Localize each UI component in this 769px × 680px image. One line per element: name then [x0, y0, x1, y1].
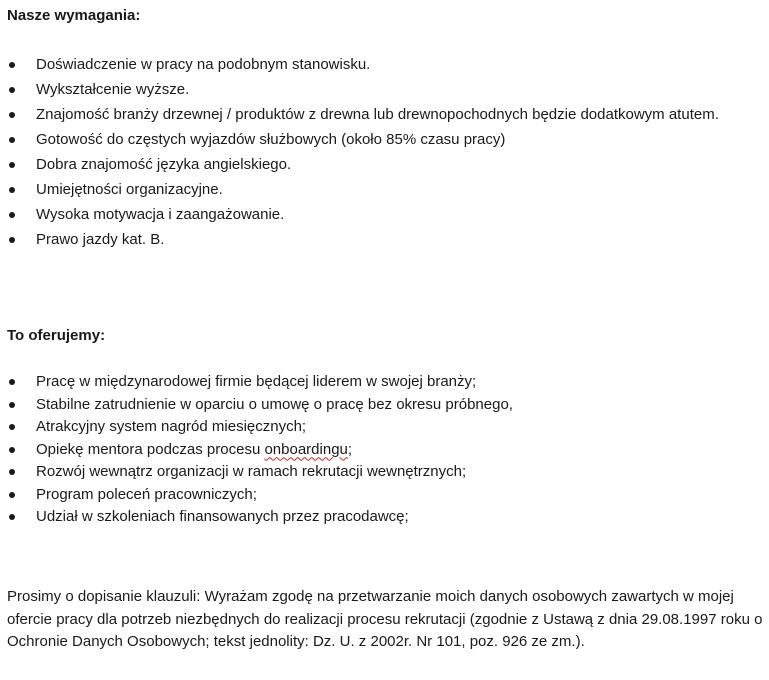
- list-item-text: Opiekę mentora podczas procesu: [36, 440, 265, 458]
- list-item-text: Wykształcenie wyższe.: [36, 81, 190, 98]
- list-item-text: Znajomość branży drzewnej / produktów z drewna lub drewnopochodnych będzie dodatkowym atutem.: [36, 106, 719, 123]
- requirements-list: [0, 52, 769, 252]
- list-item-text: ;: [347, 440, 353, 458]
- list-item: [0, 77, 769, 102]
- list-item: [0, 127, 769, 152]
- bullet-icon: [9, 402, 15, 408]
- bullet-icon: [9, 137, 15, 143]
- list-item: [0, 371, 769, 394]
- list-item-text: Doświadczenie w pracy na podobnym stanowisku.: [36, 56, 371, 73]
- list-item-text: Rozwój wewnątrz organizacji w ramach rekrutacji wewnętrznych;: [36, 463, 467, 480]
- offer-list: [0, 371, 769, 529]
- list-item-text: Gotowość do częstych wyjazdów służbowych (około 85% czasu pracy): [36, 131, 506, 148]
- offer-heading: To oferujemy:: [7, 327, 106, 344]
- bullet-icon: [9, 112, 15, 118]
- list-item: [0, 394, 769, 417]
- list-item-text: Wysoka motywacja i zaangażowanie.: [36, 206, 285, 223]
- list-item: [0, 484, 769, 507]
- list-item-text: Dobra znajomość języka angielskiego.: [36, 156, 292, 173]
- spellcheck-flagged-word[interactable]: onboardingu: [264, 440, 348, 458]
- list-item: [0, 102, 769, 127]
- list-item-text: Prawo jazdy kat. B.: [36, 231, 165, 248]
- bullet-icon: [9, 379, 15, 385]
- list-item-text: Program poleceń pracowniczych;: [36, 485, 257, 503]
- bullet-icon: [9, 212, 15, 218]
- list-item-text: Pracę w międzynarodowej firmie będącej liderem w swojej branży;: [36, 373, 477, 390]
- list-item-text: Atrakcyjny system nagród miesięcznych;: [36, 418, 307, 435]
- list-item-text: Umiejętności organizacyjne.: [36, 181, 223, 198]
- bullet-icon: [9, 237, 15, 243]
- gdpr-clause-paragraph: Prosimy o dopisanie klauzuli: Wyrażam zgodę na przetwarzanie moich danych osobowych zawartych w mojej ofercie pracy dla potrzeb niezbędnych do realizacji procesu rekrutacji (zgodnie z Ustawą z dnia 29.08.1997 roku o Ochronie Danych Osobowych; tekst jednolity: Dz. U. z 2002r. Nr 101, poz. 926 ze zm.).: [7, 588, 763, 650]
- bullet-icon: [9, 447, 15, 453]
- bullet-icon: [9, 469, 15, 475]
- list-item: [0, 152, 769, 177]
- bullet-icon: [9, 62, 15, 68]
- bullet-icon: [9, 187, 15, 193]
- list-item: [0, 506, 769, 529]
- list-item: [0, 416, 769, 439]
- list-item: [0, 177, 769, 202]
- bullet-icon: [9, 514, 15, 520]
- list-item-text: Udział w szkoleniach finansowanych przez pracodawcę;: [36, 508, 409, 525]
- bullet-icon: [9, 87, 15, 93]
- list-item: [0, 439, 769, 462]
- bullet-icon: [9, 492, 15, 498]
- bullet-icon: [9, 162, 15, 168]
- list-item: [0, 227, 769, 252]
- requirements-heading: Nasze wymagania:: [7, 7, 141, 24]
- list-item: [0, 461, 769, 484]
- list-item-text: Stabilne zatrudnienie w oparciu o umowę o pracę bez okresu próbnego,: [36, 395, 513, 413]
- list-item: [0, 52, 769, 77]
- bullet-icon: [9, 424, 15, 430]
- list-item: [0, 202, 769, 227]
